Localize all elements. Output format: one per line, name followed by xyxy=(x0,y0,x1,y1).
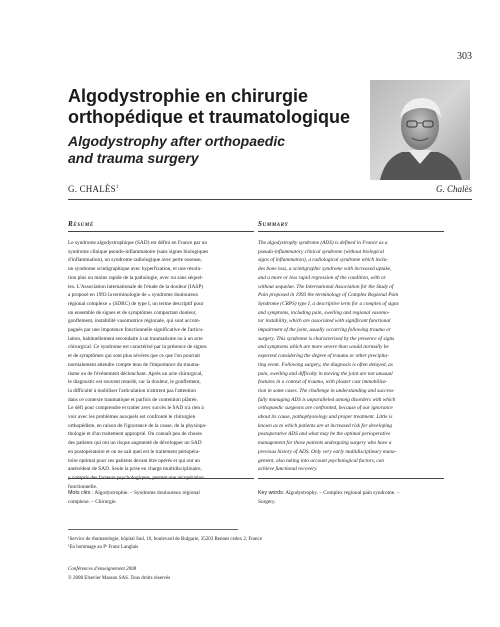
footnote-affiliation: ¹Service de rhumatologie, hôpital Sud, 16, boulevard de Bulgarie, 35203 Rennes cedex 2, France xyxy=(68,537,262,542)
summary-line: and a more or less rapid regression of the condition, with or xyxy=(258,274,386,281)
mots-cles-line-2: complexe. – Chirurgie. xyxy=(68,498,117,505)
resume-line: tisme ou de l'événement déclenchant. Après un acte chirurgical, xyxy=(68,370,203,377)
resume-line: des patients qui ont un risque augmenté de développer un SAD xyxy=(68,440,202,447)
resume-rule xyxy=(68,231,254,232)
resume-line: toire optimal pour ces patients devant être opérés et qui ont un xyxy=(68,457,200,464)
mots-cles xyxy=(68,489,254,506)
summary-line: pseudo-inflammatory clinical syndrome (without biological xyxy=(258,248,385,255)
keywords-line-2: Surgery. xyxy=(258,498,276,505)
resume-line: antécédent de SAD. Seule la prise en charge multidisciplinaire, xyxy=(68,466,202,473)
resume-line: tion plus ou moins rapide de la pathologie, avec ou sans séquel- xyxy=(68,274,204,281)
summary-line: impairment of the joint, usually occurring following trauma or xyxy=(258,327,391,334)
summary-line: features in a context of trauma, with plaster cast immobiliza- xyxy=(258,379,388,386)
article-title-french xyxy=(68,86,358,128)
keywords-label: Key words: xyxy=(258,490,285,496)
summary-body xyxy=(258,239,444,474)
resume-line: y compris des facteurs psychologiques, permet une récupération xyxy=(68,474,204,481)
resume-line: a proposé en 1993 la terminologie de « syndrome douloureux xyxy=(68,292,199,299)
resume-line: d'inflammation), un syndrome radiologique avec perte osseuse, xyxy=(68,257,202,264)
summary-line: surgery. This syndrome is characterized by the presence of signs xyxy=(258,335,395,342)
summary-line: pain, swelling and difficulty in moving the joint are not unusual xyxy=(258,370,393,377)
summary-line: expected considering the degree of trauma or other precipita- xyxy=(258,353,389,360)
resume-line: Le défi pour comprendre et traiter avec succès le SAD n'a rien à xyxy=(68,405,204,412)
header-rule xyxy=(68,199,472,200)
summary-line: and symptoms, including pain, swelling and regional vasomo- xyxy=(258,309,390,316)
keywords-line-1: Algodystrophy. – Complex regional pain syndrome. – xyxy=(285,490,400,496)
resume-line: la difficulté à mobiliser l'articulation n'attirent pas l'attention xyxy=(68,387,196,394)
resume-line: régional complexe » (SDRC) de type I, un terme descriptif pour xyxy=(68,300,204,307)
footnote-dedication: ¹En hommage au Pʳ Franz Langlais xyxy=(68,545,139,550)
keywords-fr-rule xyxy=(68,478,254,479)
resume-line: en postopératoire et on ne sait quel est le traitement périopéra- xyxy=(68,448,201,455)
resume-line: dans ce contexte traumatique et parfois de contention plâtrée. xyxy=(68,396,198,403)
resume-line: les. L'Association internationale de l'étude de la douleur (IASP) xyxy=(68,283,204,290)
summary-line: orthopaedic surgeons are confronted, because of our ignorance xyxy=(258,405,393,412)
summary-line: management for those patients undergoing surgery who have a xyxy=(258,440,392,447)
resume-line: chirurgical. Ce syndrome est caractérisé par la présence de signes xyxy=(68,344,207,351)
resume-line: un syndrome scintigraphique avec hyperfixation, et une résolu- xyxy=(68,266,202,273)
summary-line: about its cause, pathophysiology and proper treatment. Little is xyxy=(258,414,393,421)
conference-name: Conférences d'enseignement 2008 xyxy=(68,567,137,572)
summary-line: gement, also taking into account psychological factors, can xyxy=(258,457,385,464)
author-portrait xyxy=(370,80,470,180)
keywords-en-rule xyxy=(258,478,444,479)
resume-line: lation, habituellement secondaire à un traumatisme ou à un acte xyxy=(68,335,203,342)
summary-line: des bone loss, a scintigraphic syndrome with increased uptake, xyxy=(258,266,392,273)
author-superscript: 1 xyxy=(115,185,119,190)
summary-line: tion in some cases. The challenge in understanding and success- xyxy=(258,387,395,394)
author-photo-caption: G. Chalès xyxy=(436,184,472,194)
resume-line: normalement attendre compte tenu de l'importance du trauma- xyxy=(68,361,201,368)
footnote-rule xyxy=(68,529,238,530)
summary-line: tor instability, which are associated with significant functional xyxy=(258,318,391,325)
resume-line: orthopédiste, en raison de l'ignorance de la cause, de la physiopa- xyxy=(68,422,207,429)
title-fr-line-1: Algodystrophie en chirurgie xyxy=(68,86,309,106)
resume-line: le diagnostic est souvent retardé, car la douleur, le gonflement, xyxy=(68,379,201,386)
resume-line: syndrome clinique pseudo-inflammatoire (sans signes biologiques xyxy=(68,248,209,255)
article-title-english xyxy=(68,133,358,167)
summary-line: fully managing ADS is unparalleled among disorders with which xyxy=(258,396,396,403)
resume-line: voir avec les problèmes auxquels est confronté le chirurgien xyxy=(68,414,196,421)
author-portrait-image xyxy=(370,80,470,180)
summary-line: Pain proposed in 1993 the terminology of Complex Regional Pain xyxy=(258,292,399,299)
summary-line: signs of inflammation), a radiological syndrome which inclu- xyxy=(258,257,388,264)
resume-line: Le syndrome algodystrophique (SAD) est défini en France par un xyxy=(68,240,208,246)
copyright: © 2008 Elsevier Masson SAS. Tous droits réservés xyxy=(68,576,171,581)
title-fr-line-2: orthopédique et traumatologique xyxy=(68,107,350,127)
resume-line: pagnés par une impotence fonctionnelle significative de l'articu- xyxy=(68,327,204,334)
resume-line: fonctionnelle. xyxy=(68,483,98,490)
mots-cles-line-1: Algodystrophie. – Syndrome douloureux régional xyxy=(94,490,200,496)
summary-line: known as to which patients are at increased risk for developing xyxy=(258,422,393,429)
summary-line: achieve functional recovery. xyxy=(258,466,318,473)
mots-cles-label: Mots clés : xyxy=(68,490,94,496)
resume-line: gonflement, instabilité vasomotrice régionale, qui sont accom- xyxy=(68,318,201,325)
summary-rule xyxy=(258,231,444,232)
keywords xyxy=(258,489,444,506)
summary-line: without sequelae. The International Association for the Study of xyxy=(258,283,394,290)
title-en-line-2: and trauma surgery xyxy=(68,150,199,166)
summary-line: The algodystrophy syndrome (ADS) is defined in France as a xyxy=(258,240,388,246)
summary-line: ting event. Following surgery, the diagnosis is often delayed, as xyxy=(258,361,393,368)
author-name-text: G. CHALÈS xyxy=(68,184,116,194)
summary-heading: Summary xyxy=(258,220,289,228)
summary-line: and symptoms which are more severe than would normally be xyxy=(258,344,389,351)
resume-line: thologie et d'un traitement approprié. On connaît peu de choses xyxy=(68,431,202,438)
resume-heading: Résumé xyxy=(68,220,94,228)
page-number: 303 xyxy=(457,51,472,62)
title-en-line-1: Algodystrophy after orthopaedic xyxy=(68,133,286,149)
summary-line: postoperative ADS and what may be the optimal perioperative xyxy=(258,431,391,438)
summary-line: Syndrome (CRPS) type I, a descriptive term for a complex of signs xyxy=(258,300,399,307)
resume-line: et de symptômes qui sont plus sévères que ce que l'on pourrait xyxy=(68,353,201,360)
summary-line: previous history of ADS. Only very early multidisciplinary mana- xyxy=(258,448,397,455)
author-name xyxy=(68,184,119,194)
resume-body xyxy=(68,239,254,491)
resume-line: un ensemble de signes et de symptômes comportant douleur, xyxy=(68,309,197,316)
